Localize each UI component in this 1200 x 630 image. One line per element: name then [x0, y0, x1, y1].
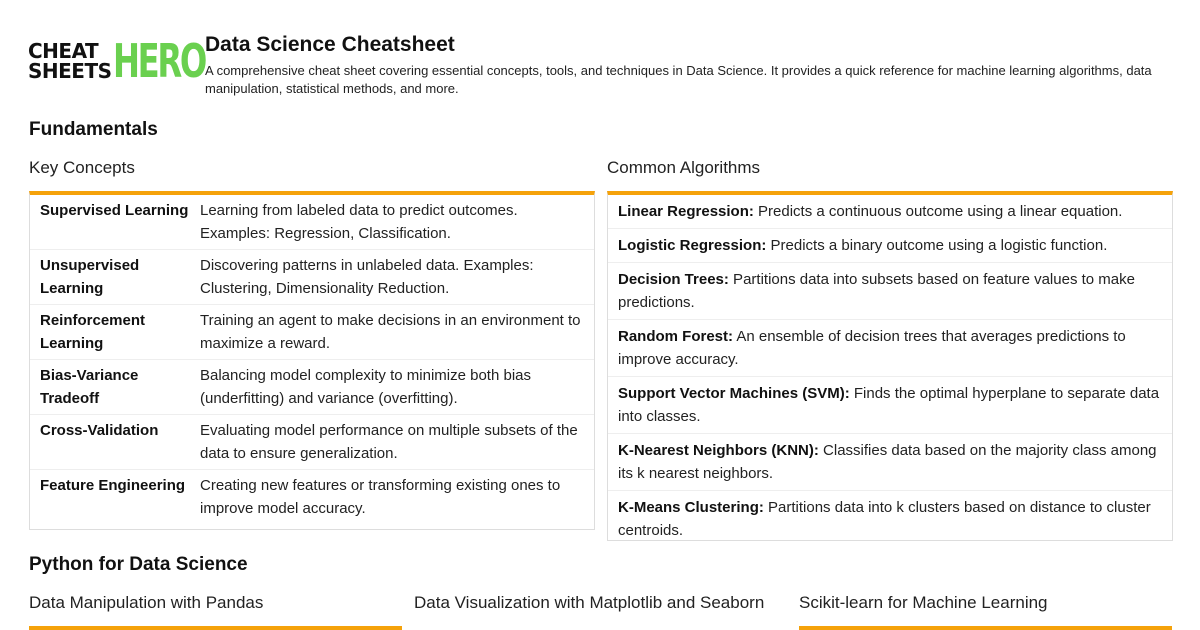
- table-row: [30, 470, 594, 524]
- algorithm-name: Logistic Regression:: [618, 237, 767, 254]
- algorithm-name: K-Nearest Neighbors (KNN):: [618, 442, 819, 459]
- term: Bias-Variance Tradeoff: [40, 367, 139, 407]
- table-row: [30, 305, 594, 360]
- section-title-python: Python for Data Science: [29, 554, 248, 575]
- definition: Learning from labeled data to predict outcomes. Examples: Regression, Classification.: [200, 202, 518, 242]
- definition: Discovering patterns in unlabeled data. Examples: Clustering, Dimensionality Reduction.: [200, 257, 534, 297]
- term: Supervised Learning: [40, 202, 189, 219]
- table-row: [30, 250, 594, 305]
- list-item: [608, 195, 1172, 229]
- subsection-title-pandas: Data Manipulation with Pandas: [29, 593, 264, 612]
- list-item: [608, 320, 1172, 377]
- algorithm-description: Partitions data into subsets based on feature values to make predictions.: [618, 271, 1135, 311]
- list-item: [608, 491, 1172, 547]
- algorithm-name: Decision Trees:: [618, 271, 729, 288]
- term: Reinforcement Learning: [40, 312, 146, 352]
- table-row: [30, 415, 594, 470]
- page-title: Data Science Cheatsheet: [205, 33, 455, 56]
- algorithm-description: An ensemble of decision trees that averages predictions to improve accuracy.: [618, 328, 1126, 368]
- algorithm-name: Support Vector Machines (SVM):: [618, 385, 850, 402]
- common-algorithms-list: [607, 191, 1173, 541]
- algorithm-name: Random Forest:: [618, 328, 734, 345]
- algorithm-description: Predicts a binary outcome using a logistic function.: [766, 237, 1108, 254]
- section-title-fundamentals: Fundamentals: [29, 119, 158, 140]
- algorithm-name: K-Means Clustering:: [618, 499, 764, 516]
- subsection-title-common-algorithms: Common Algorithms: [607, 158, 761, 177]
- list-item: [608, 229, 1172, 263]
- cheatsheets-hero-logo[interactable]: [28, 33, 205, 88]
- definition: Evaluating model performance on multiple subsets of the data to ensure generalization.: [200, 422, 578, 462]
- subsection-title-key-concepts: Key Concepts: [29, 158, 135, 177]
- term: Cross-Validation: [40, 422, 159, 439]
- logo-hero: HERO: [112, 33, 205, 88]
- algorithm-description: Predicts a continuous outcome using a linear equation.: [753, 203, 1123, 220]
- term: Feature Engineering: [40, 477, 186, 494]
- page-description: A comprehensive cheat sheet covering essential concepts, tools, and techniques in Data Science. It provides a quick reference for machine learning algorithms, data manipulation, statistical methods, and more.: [205, 63, 1152, 96]
- list-item: [608, 377, 1172, 434]
- subsection-title-matplotlib: Data Visualization with Matplotlib and Seaborn: [414, 593, 765, 612]
- algorithm-description: Finds the optimal hyperplane to separate data into classes.: [618, 385, 1160, 425]
- table-row: [30, 195, 594, 250]
- definition: Creating new features or transforming existing ones to improve model accuracy.: [200, 477, 561, 517]
- card-top-border: [29, 626, 402, 630]
- key-concepts-table: [29, 191, 595, 530]
- card-top-border: [799, 626, 1172, 630]
- definition: Training an agent to make decisions in an environment to maximize a reward.: [200, 312, 581, 352]
- logo-line1: CHEAT: [28, 38, 99, 63]
- algorithm-name: Linear Regression:: [618, 203, 754, 220]
- logo-line2: SHEETS: [28, 58, 112, 83]
- header: [28, 33, 1152, 96]
- list-item: [608, 434, 1172, 491]
- table-row: [30, 360, 594, 415]
- term: Unsupervised Learning: [40, 257, 140, 297]
- subsection-title-scikit-learn: Scikit-learn for Machine Learning: [799, 593, 1048, 612]
- definition: Balancing model complexity to minimize both bias (underfitting) and variance (overfitting).: [200, 367, 531, 407]
- list-item: [608, 263, 1172, 320]
- algorithm-description: Partitions data into k clusters based on distance to cluster centroids.: [618, 499, 1151, 539]
- algorithm-description: Classifies data based on the majority class among its k nearest neighbors.: [618, 442, 1157, 482]
